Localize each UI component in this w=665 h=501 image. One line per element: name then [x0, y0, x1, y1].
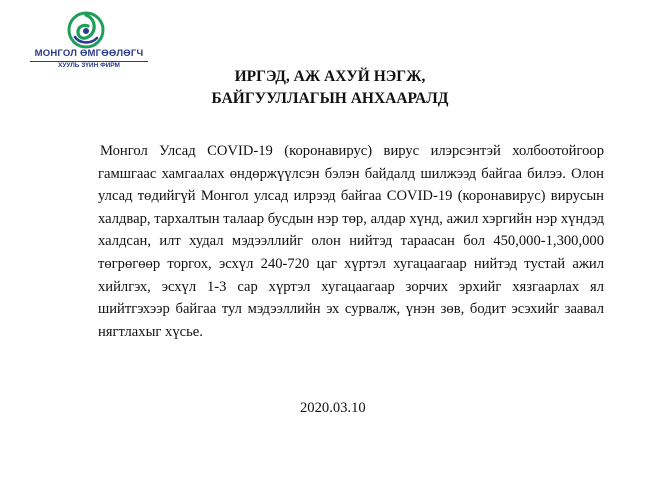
notice-heading [150, 66, 510, 110]
logo-name: МОНГОЛ ӨМГӨӨЛӨГЧ [34, 48, 144, 59]
company-logo [24, 10, 154, 69]
heading-line-1: ИРГЭД, АЖ АХУЙ НЭГЖ, [234, 68, 426, 85]
heading-line-2: БАЙГУУЛЛАГЫН АНХААРАЛД [211, 90, 449, 107]
notice-date: 2020.03.10 [300, 400, 366, 416]
notice-body: Монгол Улсад COVID-19 (коронавирус) вирус илэрсэнтэй холбоотойгоор гамшгаас хамгаалах өндөржүүлсэн бэлэн байдалд шилжээд байгаа билээ. Олон улсад төдийгүй Монгол улсад илрээд байгаа COVID-19 (коронавирус) вирусын халдвар, тархалтын талаар бусдын нэр төр, алдар хүнд, ажил хэргийн нэр хүндэд халдсан, илт худал мэдээллийг олон нийтэд тараасан бол 450,000-1,300,000 төгрөгөөр торгох, эсхүл 240-720 цаг хүртэл хугацаагаар нийтэд тустай ажил хийлгэх, эсхүл 1-3 сар хүртэл хугацаагаар зорчих эрхийг хязгаарлах ял шийтгэхээр байгаа тул мэдээллийн эх сурвалж, үнэн зөв, бодит эсэхийг заавал нягтлахыг хүсье. [98, 143, 604, 340]
logo-subtitle: ХУУЛЬ ЗҮЙН ФИРМ [58, 62, 120, 69]
swirl-emblem-icon [66, 10, 106, 50]
